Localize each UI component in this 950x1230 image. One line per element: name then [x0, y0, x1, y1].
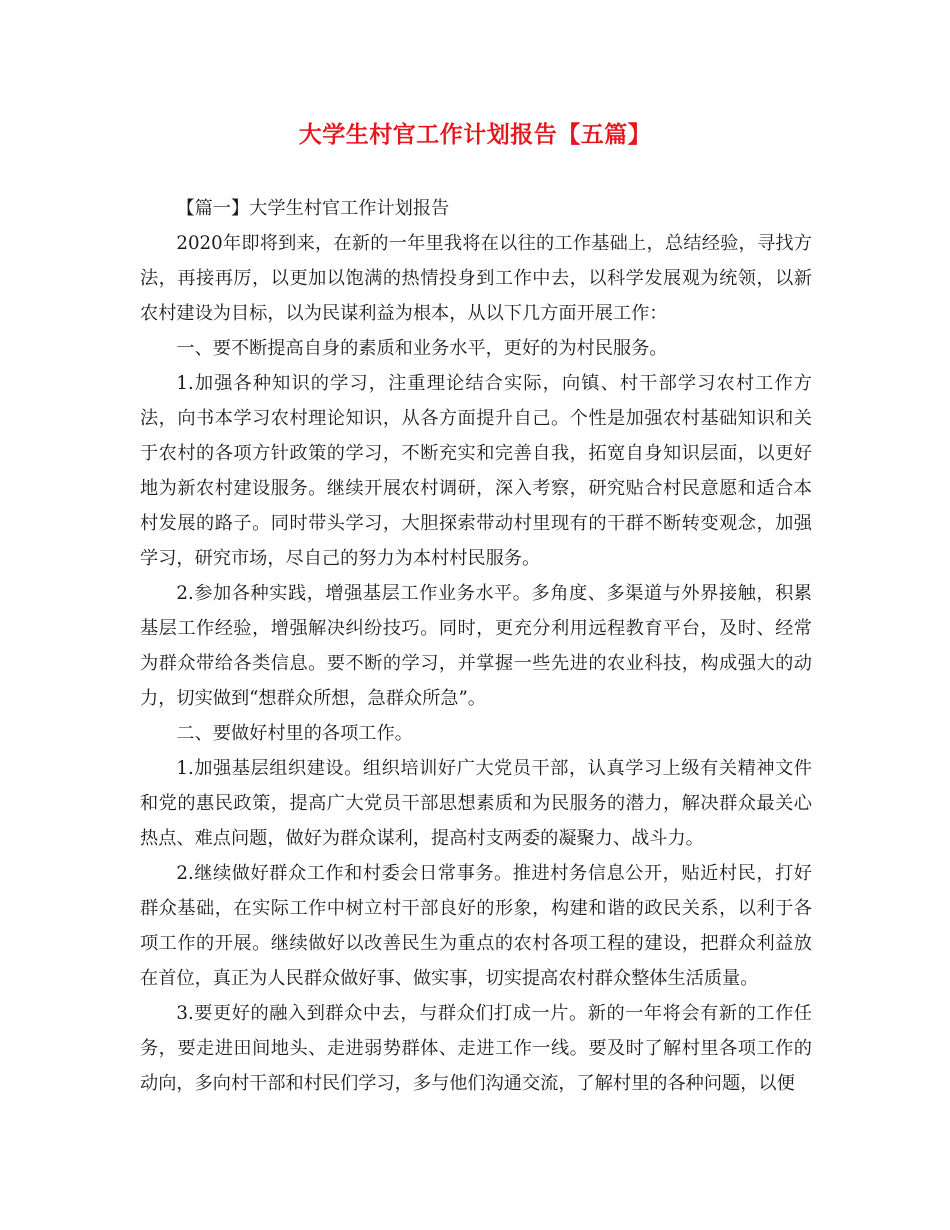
paragraph: 2020年即将到来，在新的一年里我将在以往的工作基础上，总结经验，寻找方法，再接再厉，以更加以饱满的热情投身到工作中去，以科学发展观为统领，以新农村建设为目标，以为民谋利益为根本，从以下几方面开展工作：	[140, 233, 812, 324]
paragraph: 一、要不断提高自身的素质和业务水平，更好的为村民服务。	[176, 338, 668, 359]
paragraph: 二、要做好村里的各项工作。	[176, 723, 413, 744]
paragraph: 2.继续做好群众工作和村委会日常事务。推进村务信息公开，贴近村民，打好群众基础，在实际工作中树立村干部良好的形象，构建和谐的政民关系，以利于各项工作的开展。继续做好以改善民生为重点的农村各项工程的建设，把群众利益放在首位，真正为人民群众做好事、做实事，切实提高农村群众整体生活质量。	[140, 863, 812, 989]
document-title: 大学生村官工作计划报告【五篇】	[298, 121, 652, 148]
document-body	[140, 191, 812, 1101]
paragraph: 3.要更好的融入到群众中去，与群众们打成一片。新的一年将会有新的工作任务，要走进田间地头、走进弱势群体、走进工作一线。要及时了解村里各项工作的动向，多向村干部和村民们学习，多与他们沟通交流，了解村里的各种问题，以便	[140, 1003, 812, 1094]
section-heading: 【篇一】大学生村官工作计划报告	[176, 198, 450, 219]
paragraph: 2.参加各种实践，增强基层工作业务水平。多角度、多渠道与外界接触，积累基层工作经验，增强解决纠纷技巧。同时，更充分利用远程教育平台，及时、经常为群众带给各类信息。要不断的学习，并掌握一些先进的农业科技，构成强大的动力，切实做到“想群众所想，急群众所急”。	[140, 583, 812, 709]
paragraph: 1.加强各种知识的学习，注重理论结合实际，向镇、村干部学习农村工作方法，向书本学习农村理论知识，从各方面提升自己。个性是加强农村基础知识和关于农村的各项方针政策的学习，不断充实和完善自我，拓宽自身知识层面，以更好地为新农村建设服务。继续开展农村调研，深入考察，研究贴合村民意愿和适合本村发展的路子。同时带头学习，大胆探索带动村里现有的干群不断转变观念，加强学习，研究市场，尽自己的努力为本村村民服务。	[140, 373, 812, 569]
paragraph: 1.加强基层组织建设。组织培训好广大党员干部，认真学习上级有关精神文件和党的惠民政策，提高广大党员干部思想素质和为民服务的潜力，解决群众最关心热点、难点问题，做好为群众谋利，提高村支两委的凝聚力、战斗力。	[140, 758, 812, 849]
